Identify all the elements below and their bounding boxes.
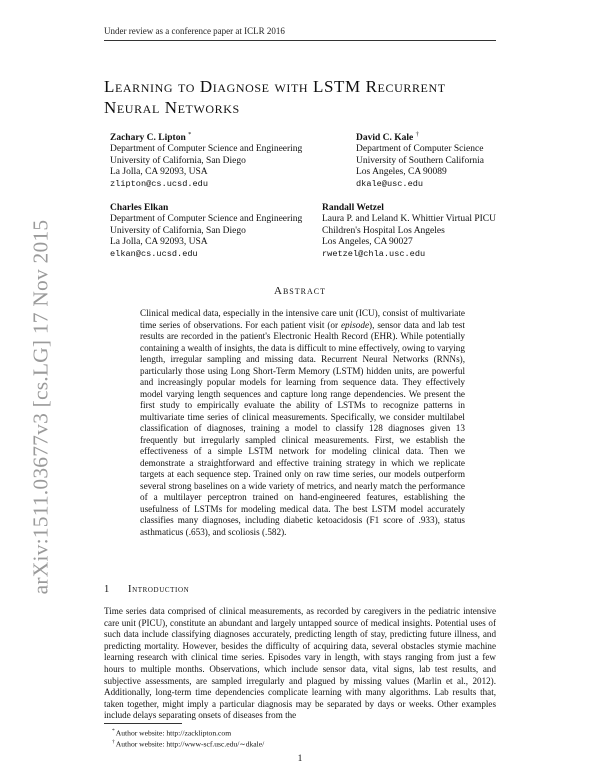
author-affiliation: La Jolla, CA 92093, USA — [110, 167, 208, 178]
section-title: Introduction — [128, 584, 190, 595]
author-affiliation: Children's Hospital Los Angeles — [322, 225, 445, 236]
author-affiliation: Department of Computer Science and Engineering — [110, 144, 303, 155]
abstract-heading: Abstract — [274, 285, 326, 297]
author-name: David C. Kale — [356, 133, 414, 143]
author-affiliation: Los Angeles, CA 90027 — [322, 237, 413, 248]
author-affiliation: Los Angeles, CA 90089 — [356, 167, 447, 178]
author-affiliation: University of California, San Diego — [110, 155, 246, 166]
author-name: Zachary C. Lipton — [110, 133, 186, 143]
author-affiliation: Department of Computer Science — [356, 144, 484, 155]
abstract-text: Clinical medical data, especially in the intensive care unit (ICU), consist of multivariate time series of observations. For each patient visit (or — [140, 308, 465, 330]
author-affiliation: La Jolla, CA 92093, USA — [110, 237, 208, 248]
author-block-3 — [110, 203, 302, 260]
author-affiliation: University of California, San Diego — [110, 225, 246, 236]
abstract-body — [140, 308, 465, 538]
footnote-2 — [112, 738, 492, 749]
footnote-mark: † — [415, 130, 419, 138]
footnote-mark: * — [112, 728, 115, 734]
abstract-text: ), sensor data and lab test results are recorded in the patient's Electronic Health Record (EHR). While potentially containing a wealth of insights, the data is difficult to mine effectively, owing to varying length, irregular sampling and missing data. Recurrent Neural Networks (RNNs), particularly those using Long Short-Term Memory (LSTM) hidden units, are powerful and increasingly popular models for learning from sequence data. They effectively model varying length sequences and capture long range dependencies. We present the first study to empirically evaluate the ability of LSTMs to recognize patterns in multivariate time series of clinical measurements. Specifically, we consider multilabel classification of diagnoses, training a model to classify 128 diagnoses given 13 frequently but irregularly sampled clinical measurements. First, we establish the effectiveness of a simple LSTM network for modeling clinical data. Then we demonstrate a straightforward and effective training strategy in which we replicate targets at each sequence step. Trained only on raw time series, our models outperform several strong baselines on a wide variety of metrics, and nearly match the performance of a multilayer perceptron trained on hand-engineered features, establishing the usefulness of LSTMs for modeling medical data. The best LSTM model accurately classifies many diagnoses, including diabetic ketoacidosis (F1 score of .933), status asthmaticus (.653), and scoliosis (.582). — [140, 319, 465, 537]
footnote-1 — [112, 727, 492, 738]
author-name: Charles Elkan — [110, 203, 169, 213]
title-line-1: Learning to Diagnose with LSTM Recurrent — [104, 77, 446, 96]
author-affiliation: Laura P. and Leland K. Whittier Virtual PICU — [322, 214, 497, 225]
author-email: zlipton@cs.ucsd.edu — [110, 178, 208, 189]
header-rule — [104, 40, 496, 41]
section-heading-introduction — [104, 584, 189, 595]
author-affiliation: University of Southern California — [356, 155, 484, 166]
abstract-emphasis: episode — [340, 319, 370, 330]
arxiv-stamp: arXiv:1511.03677v3 [cs.LG] 17 Nov 2015 — [28, 219, 53, 595]
paper-title — [104, 76, 504, 118]
author-name: Randall Wetzel — [322, 203, 384, 213]
footnote-text: Author website: http://zacklipton.com — [115, 728, 232, 738]
section-number: 1 — [104, 584, 110, 595]
footnote-text: Author website: http://www-scf.usc.edu/∼dkale/ — [115, 739, 265, 749]
title-line-2: Neural Networks — [104, 98, 240, 117]
author-block-4 — [322, 203, 496, 260]
footnote-rule — [104, 723, 182, 724]
page-number: 1 — [297, 754, 303, 764]
author-email: elkan@cs.ucsd.edu — [110, 248, 198, 259]
author-block-1 — [110, 130, 303, 190]
introduction-body: Time series data comprised of clinical measurements, as recorded by caregivers in the pediatric intensive care unit (PICU), constitute an abundant and largely untapped source of medical insights. Potential uses of such data include classifying diagnoses accurately, predicting length of stay, predicting future illness, and predicting mortality. However, besides the difficulty of acquiring data, several obstacles stymie machine learning research with clinical time series. Episodes vary in length, with stays ranging from just a few hours to multiple months. Observations, which include sensor data, vital signs, lab test results, and subjective assessments, are sampled irregularly and plagued by missing values (Marlin et al., 2012). Additionally, long-term time dependencies complicate learning with many algorithms. Lab results that, taken together, might imply a particular diagnosis may be separated by days or weeks. Other examples include delays separating onsets of diseases from the — [104, 606, 496, 721]
footnotes — [112, 727, 492, 749]
running-header: Under review as a conference paper at ICLR 2016 — [104, 26, 285, 36]
footnote-mark: † — [112, 739, 115, 746]
author-affiliation: Department of Computer Science and Engineering — [110, 214, 303, 225]
author-email: dkale@usc.edu — [356, 178, 424, 189]
footnote-mark: * — [188, 130, 192, 138]
author-email: rwetzel@chla.usc.edu — [322, 248, 426, 259]
author-block-2 — [356, 130, 484, 190]
